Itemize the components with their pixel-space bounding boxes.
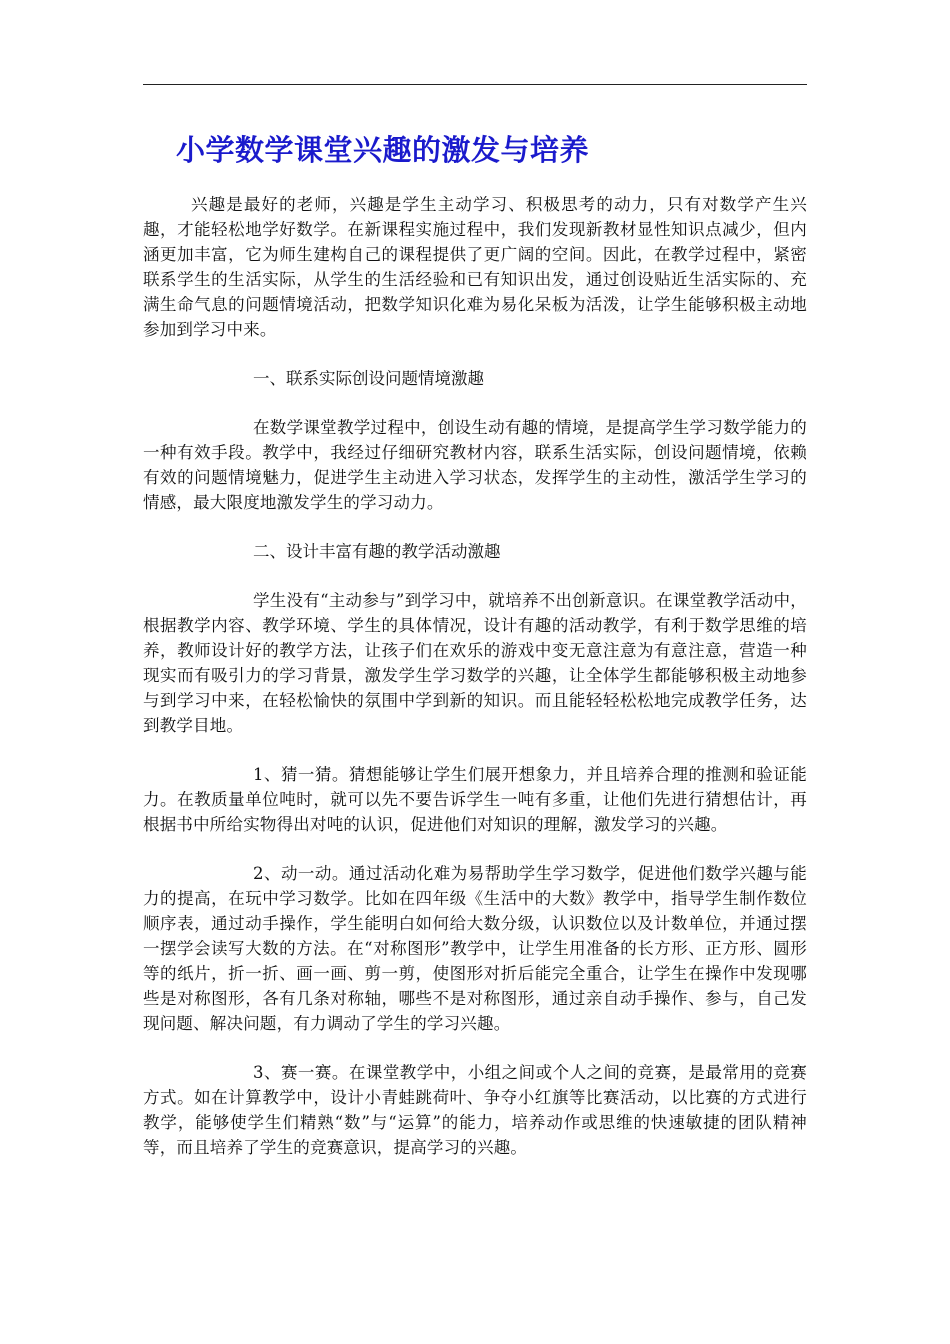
- top-rule: [143, 84, 807, 85]
- intro-paragraph: 兴趣是最好的老师，兴趣是学生主动学习、积极思考的动力，只有对数学产生兴趣，才能轻松地学好数学。在新课程实施过程中，我们发现新教材显性知识点减少，但内涵更加丰富，它为师生建构自己的课程提供了更广阔的空间。因此，在教学过程中，紧密联系学生的生活实际，从学生的生活经验和已有知识出发，通过创设贴近生活实际的、充满生命气息的问题情境活动，把数学知识化难为易化呆板为活泼，让学生能够积极主动地参加到学习中来。: [143, 195, 807, 339]
- item-2-paragraph: 2、动一动。通过活动化难为易帮助学生学习数学，促进他们数学兴趣与能力的提高，在玩中学习数学。比如在四年级《生活中的大数》教学中，指导学生制作数位顺序表，通过动手操作，学生能明白如何给大数分级，认识数位以及计数单位，并通过摆一摆学会读写大数的方法。在“对称图形”教学中，让学生用准备的长方形、正方形、圆形等的纸片，折一折、画一画、剪一剪，使图形对折后能完全重合，让学生在操作中发现哪些是对称图形，各有几条对称轴，哪些不是对称图形，通过亲自动手操作、参与，自己发现问题、解决问题，有力调动了学生的学习兴趣。: [143, 864, 807, 1033]
- item-1-paragraph: 1、猜一猜。猜想能够让学生们展开想象力，并且培养合理的推测和验证能力。在教质量单位吨时，就可以先不要告诉学生一吨有多重，让他们先进行猜想估计，再根据书中所给实物得出对吨的认识，促进他们对知识的理解，激发学习的兴趣。: [143, 765, 807, 834]
- section-1-paragraph: 在数学课堂教学过程中，创设生动有趣的情境，是提高学生学习数学能力的一种有效手段。教学中，我经过仔细研究教材内容，联系生活实际，创设问题情境，依赖有效的问题情境魅力，促进学生主动进入学习状态，发挥学生的主动性，激活学生学习的情感，最大限度地激发学生的学习动力。: [143, 418, 807, 512]
- document-body: [143, 192, 807, 1184]
- item-3-paragraph: 3、赛一赛。在课堂教学中，小组之间或个人之间的竞赛，是最常用的竞赛方式。如在计算教学中，设计小青蛙跳荷叶、争夺小红旗等比赛活动，以比赛的方式进行教学，能够使学生们精熟“数”与“运算”的能力，培养动作或思维的快速敏捷的团队精神等，而且培养了学生的竞赛意识，提高学习的兴趣。: [143, 1063, 807, 1157]
- section-2-paragraph: 学生没有“主动参与”到学习中，就培养不出创新意识。在课堂教学活动中，根据教学内容、教学环境、学生的具体情况，设计有趣的活动教学，有利于数学思维的培养，教师设计好的教学方法，让孩子们在欢乐的游戏中变无意注意为有意注意，营造一种现实而有吸引力的学习背景，激发学生学习数学的兴趣，让全体学生都能够积极主动地参与到学习中来，在轻松愉快的氛围中学到新的知识。而且能轻轻松松地完成教学任务，达到教学目地。: [143, 591, 807, 735]
- section-2-heading: 二、设计丰富有趣的教学活动激趣: [253, 542, 501, 561]
- document-title: 小学数学课堂兴趣的激发与培养: [176, 133, 590, 167]
- section-1-heading: 一、联系实际创设问题情境激趣: [253, 369, 484, 388]
